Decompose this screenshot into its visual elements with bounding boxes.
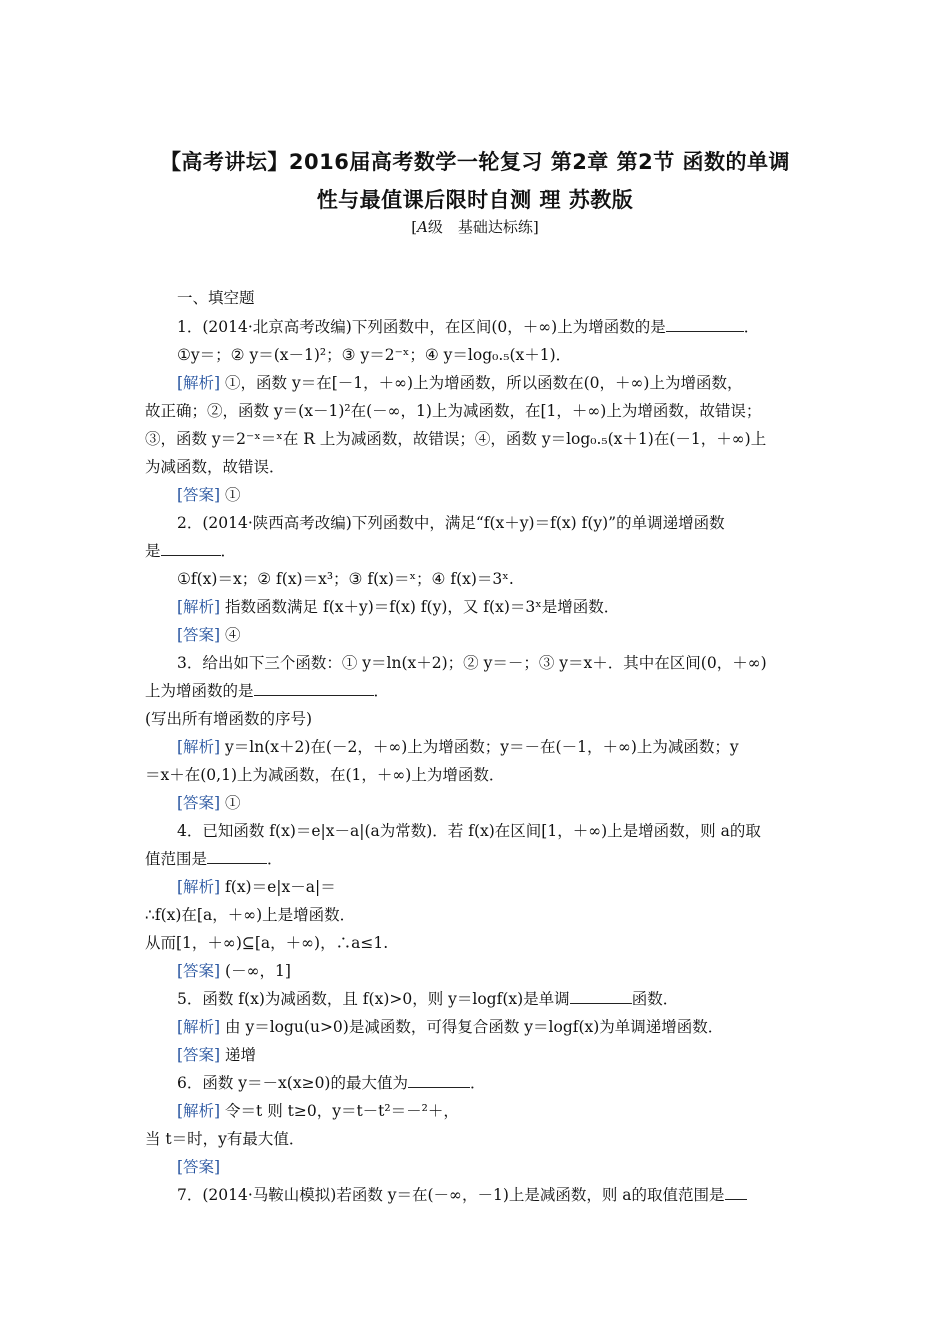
line-text: (写出所有增函数的序号) [145,710,313,728]
text-line [145,933,388,953]
text-line [177,597,619,617]
line-text: 2．(2014·陕西高考改编)下列函数中，满足“f(x＋y)＝f(x) f(y)”的单调递增函数 [177,514,725,532]
text-line [177,513,725,533]
line-text: 为减函数，故错误． [145,458,285,476]
line-text-after-blank: ． [220,542,237,560]
line-text: 由 y＝logu(u>0)是减函数，可得复合函数 y＝logf(x)为单调递增函数． [220,1018,724,1036]
line-text-after-blank: ． [469,1074,486,1092]
line-text-after-blank: 函数． [631,990,679,1008]
line-text: 4．已知函数 f(x)＝e|x－a|(a为常数)．若 f(x)在区间[1，＋∞)上是增函数，则 a的取 [177,822,761,840]
text-line [177,345,571,365]
document-title-line-2: 性与最值课后限时自测 理 苏教版 [316,188,634,212]
line-text-after-blank: ． [267,850,283,868]
answer-blank [666,317,744,332]
line-text: ① [220,486,241,504]
analysis-tag: [解析] [177,374,221,392]
text-line [145,429,766,449]
line-text: 3．给出如下三个函数：① y＝ln(x＋2)；② y＝－；③ y＝x＋．其中在区间(0，＋∞) [177,654,767,672]
text-line [177,1017,723,1037]
line-text: ① [220,794,241,812]
line-text: 指数函数满足 f(x＋y)＝f(x) f(y)，又 f(x)＝3ˣ是增函数． [220,598,620,616]
text-line [177,821,761,841]
line-text: 7．(2014·马鞍山模拟)若函数 y＝在(－∞，－1)上是减函数，则 a的取值范围是 [177,1186,725,1204]
line-text: 令＝t 则 t≥0，y＝t－t²＝－²＋， [220,1102,459,1120]
analysis-tag: [解析] [177,598,221,616]
analysis-tag: [解析] [177,1102,221,1120]
analysis-tag: [解析] [177,1018,221,1036]
text-line [145,401,761,421]
text-line [177,793,241,813]
answer-blank [408,1073,470,1088]
analysis-tag: [解析] [177,738,221,756]
answer-tag: [答案] [177,626,221,644]
line-text: 1．(2014·北京高考改编)下列函数中，在区间(0，＋∞)上为增函数的是 [177,318,666,336]
text-line [177,569,514,589]
line-text: 是 [145,542,161,560]
answer-blank [570,989,632,1004]
answer-blank [207,849,267,864]
text-line [145,541,236,561]
analysis-tag: [解析] [177,878,221,896]
line-text-after-blank: ． [373,682,390,700]
line-text: 当 t＝时，y有最大值． [145,1130,305,1148]
line-text: 一、填空题 [177,289,255,307]
text-line [145,709,312,729]
text-line [177,288,255,308]
line-text: ∴f(x)在[a，＋∞)上是增函数． [145,906,356,924]
answer-tag: [答案] [177,486,221,504]
text-line [177,1101,459,1121]
answer-blank [161,541,221,556]
line-text: (－∞，1] [220,962,291,980]
line-text: 递增 [220,1046,257,1064]
text-line [145,457,285,477]
answer-tag: [答案] [177,962,221,980]
text-line [177,1073,486,1093]
line-text: ③，函数 y＝2⁻ˣ＝ˣ在 R 上为减函数，故错误；④，函数 y＝log₀.₅(x＋1)在(－1，＋∞)上 [145,430,767,448]
text-line [145,849,283,869]
text-line [177,1157,220,1177]
line-text: ①y＝；② y＝(x－1)²；③ y＝2⁻ˣ；④ y＝log₀.₅(x＋1)． [177,346,572,364]
answer-tag: [答案] [177,794,221,812]
text-line [177,989,678,1009]
text-line [177,485,241,505]
line-text: ①，函数 y＝在[－1，＋∞)上为增函数，所以函数在(0，＋∞)上为增函数， [220,374,743,392]
text-line [177,1185,747,1205]
line-text: 5．函数 f(x)为减函数，且 f(x)>0，则 y＝logf(x)是单调 [177,990,570,1008]
text-line [145,905,355,925]
answer-tag: [答案] [177,1158,221,1176]
text-line [177,877,336,897]
line-text: y＝ln(x＋2)在(－2，＋∞)上为增函数；y＝－在(－1，＋∞)上为减函数；y [220,738,739,756]
text-line [177,653,767,673]
level-letter: A [417,218,428,236]
text-line [177,625,241,645]
answer-blank [725,1185,747,1200]
line-text: 从而[1，＋∞)⊆[a，＋∞)，∴a≤1. [145,934,389,952]
line-text: 故正确；②，函数 y＝(x－1)²在(－∞，1)上为减函数，在[1，＋∞)上为增函数，故错误； [145,402,762,420]
answer-tag: [答案] [177,1046,221,1064]
line-text: f(x)＝e|x－a|＝ [220,878,336,896]
section-level-label [0,216,950,237]
line-text: 值范围是 [145,850,208,868]
text-line [177,737,739,757]
line-text: ①f(x)＝x；② f(x)＝x³；③ f(x)＝ˣ；④ f(x)＝3ˣ. [177,570,514,588]
line-text: 6．函数 y＝－x(x≥0)的最大值为 [177,1074,408,1092]
document-title-line-1: 【高考讲坛】2016届高考数学一轮复习 第2章 第2节 函数的单调 [159,150,791,174]
line-text: ④ [220,626,241,644]
line-text-after-blank: ． [743,318,760,336]
text-line [177,373,742,393]
text-line [177,317,759,337]
text-line [177,1045,256,1065]
text-line [145,681,389,701]
text-line [177,961,291,981]
answer-blank [254,681,374,696]
level-text: 级 基础达标练] [427,218,539,236]
text-line [145,1129,304,1149]
line-text: ＝x＋在(0,1)上为减函数，在(1，＋∞)上为增函数． [145,766,505,784]
text-line [145,765,504,785]
line-text: 上为增函数的是 [145,682,254,700]
level-open-bracket: [ [411,218,418,236]
